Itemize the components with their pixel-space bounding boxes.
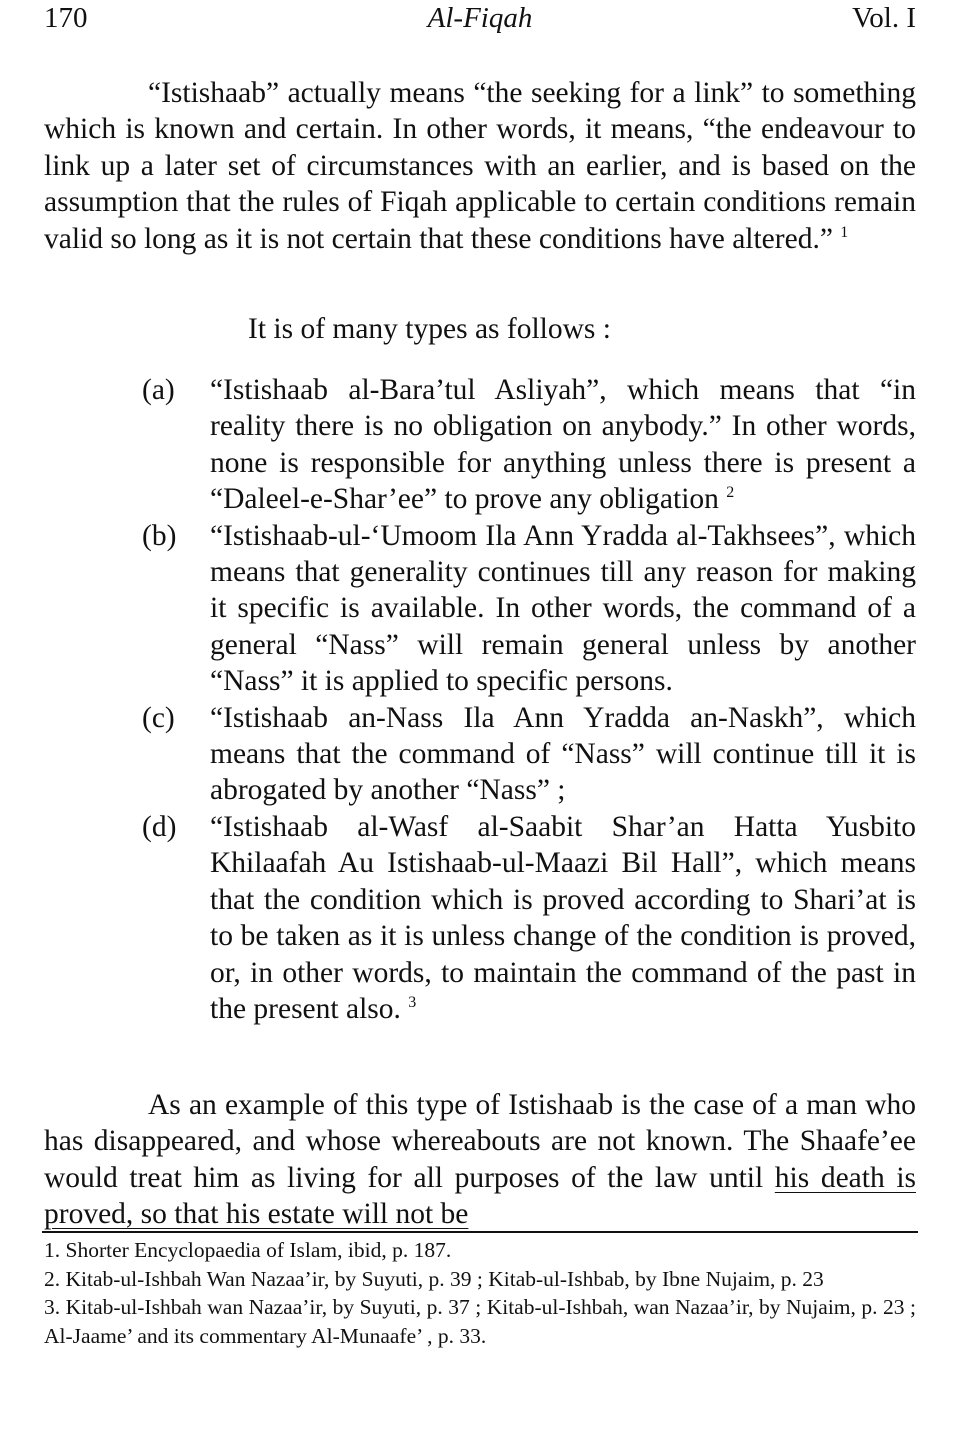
footnote-3: 3. Kitab-ul-Ishbah wan Nazaa’ir, by Suyuti, p. 37 ; Kitab-ul-Ishbah, wan Nazaa’ir, by Nujaim, p. 23 ; Al-Jaame’ and its commentary Al-Munaafe’ , p. 33. <box>44 1295 916 1348</box>
footnote-1: 1. Shorter Encyclopaedia of Islam, ibid, p. 187. <box>44 1238 452 1262</box>
footnote-ref: 1 <box>840 223 849 241</box>
footnote-divider <box>42 1231 918 1233</box>
list-item-text: “Istishaab al-Bara’tul Asliyah”, which means that “in reality there is no obligation on anybody.” In other words, none is responsible for anything unless there is present a “Daleel-e-Shar’ee” to prove any obligation <box>210 374 916 516</box>
paragraph-text: As an example of this type of Istishaab is the case of a man who has disappeared, and whose whereabouts are not known. The Shaafe’ee would treat him as living for all purposes of the law until <box>44 1089 916 1194</box>
list-item-text: “Istishaab al-Wasf al-Saabit Shar’an Hatta Yusbito Khilaafah Au Istishaab-ul-Maazi Bil Hall”, which means that the condition which is proved according to Shari’at is to be taken as it is unless change of the condition is proved, or, in other words, to maintain the command of the past in the present also. <box>210 810 916 1025</box>
paragraph-example <box>44 1087 916 1233</box>
list-marker: (c) <box>142 701 175 734</box>
list-item <box>142 372 916 518</box>
list-item-text: “Istishaab-ul-‘Umoom Ila Ann Yradda al-Takhsees”, which means that generality continues till any reason for making it specific is available. In other words, the command of a general “Nass” will remain general unless by another “Nass” it is applied to specific persons. <box>210 519 916 698</box>
list-item <box>142 809 916 1027</box>
types-list <box>142 372 916 1027</box>
list-marker: (b) <box>142 519 177 552</box>
footnote-2: 2. Kitab-ul-Ishbah Wan Nazaa’ir, by Suyuti, p. 39 ; Kitab-ul-Ishbab, by Ibne Nujaim, p. 23 <box>44 1266 824 1291</box>
paragraph-text: “Istishaab” actually means “the seeking for a link” to something which is known and certain. In other words, it means, “the endeavour to link up a later set of circumstances with an earlier, and is based on the assumption that the rules of Fiqah applicable to certain conditions remain valid so long as it is not certain that these conditions have altered.” <box>44 77 916 255</box>
footnote-ref: 2 <box>726 484 735 502</box>
paragraph-last-line: his death is proved, so that his estate will not be <box>44 1161 916 1231</box>
types-intro: It is of many types as follows : <box>248 313 611 345</box>
book-title: Al-Fiqah <box>427 2 533 34</box>
list-marker: (a) <box>142 374 175 406</box>
page-number: 170 <box>44 2 88 34</box>
list-item <box>142 518 916 700</box>
volume-label: Vol. I <box>852 2 916 34</box>
footnotes <box>44 1236 916 1350</box>
paragraph-istishaab-definition <box>44 75 916 257</box>
list-marker: (d) <box>142 810 177 843</box>
running-header <box>44 2 916 42</box>
list-item <box>142 700 916 809</box>
list-item-text: “Istishaab an-Nass Ila Ann Yradda an-Naskh”, which means that the command of “Nass” will continue till it is abrogated by another “Nass” ; <box>210 701 916 807</box>
footnote-ref: 3 <box>408 994 417 1012</box>
